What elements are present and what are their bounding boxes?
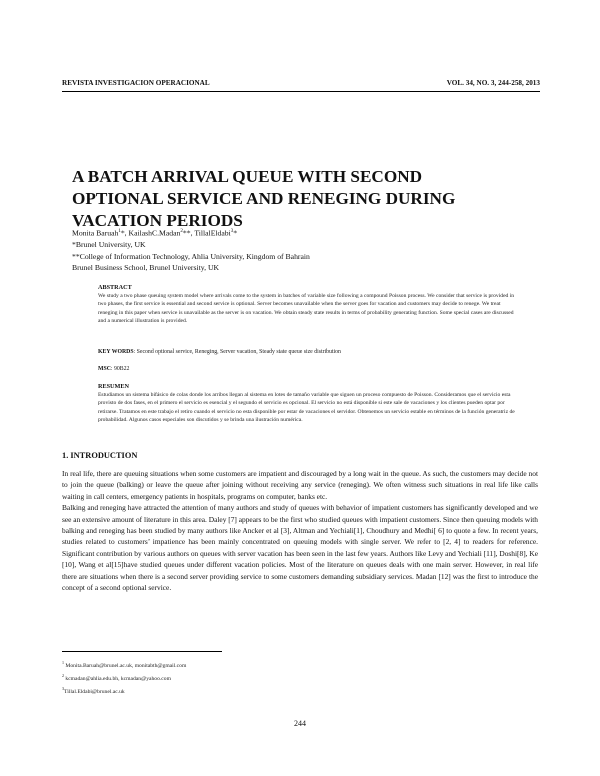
volume-info: VOL. 34, NO. 3, 244-258, 2013 (446, 79, 540, 87)
msc-text: : 90B22 (110, 366, 130, 372)
page-number: 244 (294, 719, 306, 728)
paragraph: In real life, there are queuing situations when some customers are impatient and discouraged by a long wait in the queue. As such, the customers may decide not to join the queue (balking) or leave the queue after joining without receiving any service (reneging). We often witness such situations in real life like calls waiting in call centers, emergency patients in hospitals, programs on computer, banks etc. (62, 469, 538, 501)
author-1: Monita Baruah (72, 228, 119, 238)
footnote: $^3$Tillal.Eldabi@brunel.ac.uk (62, 685, 125, 695)
footnotes (62, 658, 186, 697)
keywords-text: : Second optional service, Reneging, Server vacation, Steady state queue size distribution (133, 349, 341, 355)
keywords (98, 349, 518, 355)
body-text (62, 468, 538, 593)
affiliation: *Brunel University, UK (72, 240, 146, 250)
abstract (98, 284, 518, 325)
affiliation: Brunel Business School, Brunel University, UK (72, 263, 220, 273)
author-line: Monita Baruah$^1$*, KailashC.Madan$^2$**, TillalEldabi$^3$* (72, 228, 238, 238)
resumen-text: Estudiamos un sistema bifásico de colas donde los arribos llegan al sistema en lotes de tamaño variable que siguen un proceso compuesto de Poisson. Consideramos que el servicio esta provisto de dos fases, en el primero el servicio es esencial y el segundo el servicio es opcional. El servicio no está disponible si este sale de vacaciones y los clientes pueden optar por retirarse. Tratamos en este trabajo el retiro cuando el servicio no esta disponible por estar de vacaciones el servidor. Obtenemos un servicio estable en términos de la función generatriz de probabilidad. Algunos casos especiales son discutidos y se brinda una ilustración numérica. (98, 392, 515, 423)
paper-title: A BATCH ARRIVAL QUEUE WITH SECOND OPTIONAL SERVICE AND RENEGING DURING VACATION PERIODS (72, 167, 456, 230)
paragraph: Balking and reneging have attracted the attention of many authors and study of queues with behavior of impatient customers has significantly developed and we see an extensive amount of literature in this area. Daley [7] appears to be the first who studied queues with impatient customers. Since then queuing models with balking and reneging has been studied by many authors like Ancker et al [3], Altman and Yechiali[1], Choudhury and Medhi[ 6] to quote a few. In recent years, studies related to customers’ impatience has been mainly concentrated on queuing models with single server. We refer to [2, 4] to readers for reference. Significant contribution by various authors on queues with server vacation has been seen in the last few years. Authors like Levy and Yechiali [11], Doshi[8], Ke [10], Wang et al[15]have studied queues under different vacation policies. Most of the literature on queues deals with one main server. However, in real life there are situations when there is a second server providing service to some customers demanding subsidiary services. Madan [12] was the first to introduce the concept of a second optional service. (62, 503, 538, 593)
msc (98, 366, 518, 372)
resumen-heading: RESUMEN (98, 383, 129, 390)
author-3: TillalEldabi (194, 228, 231, 238)
running-header (62, 78, 540, 92)
journal-name: REVISTA INVESTIGACION OPERACIONAL (62, 79, 210, 87)
author-2: KailashC.Madan (128, 228, 181, 238)
affiliation: **College of Information Technology, Ahlia University, Kingdom of Bahrain (72, 251, 310, 261)
resumen (98, 383, 518, 424)
footnote: $^2$ kcmadan@ahlia.edu.bh, kcmadan@yahoo.com (62, 672, 171, 682)
msc-label: MSC (98, 366, 111, 372)
keywords-label: KEY WORDS (98, 349, 134, 355)
author-block (72, 226, 512, 274)
abstract-heading: ABSTRACT (98, 284, 132, 291)
footnote-divider (62, 651, 222, 652)
footnote: $^1$ Monita.Baruah@brunel.ac.uk, monitabth@gmail.com (62, 660, 187, 669)
section-heading: 1. INTRODUCTION (62, 451, 138, 460)
abstract-text: We study a two phase queuing system model where arrivals come to the system in batches of variable size following a compound Poisson process. We consider that service is provided in two phases, the first service is essential and second service is optional. Server becomes unavailable when the server goes for vacation and customers may decide to renege. We treat reneging in this paper when service is unavailable as the server is on vacation. We obtain steady state results in terms of probability generating function. Some special cases are discussed and a numerical illustration is provided. (98, 293, 515, 324)
